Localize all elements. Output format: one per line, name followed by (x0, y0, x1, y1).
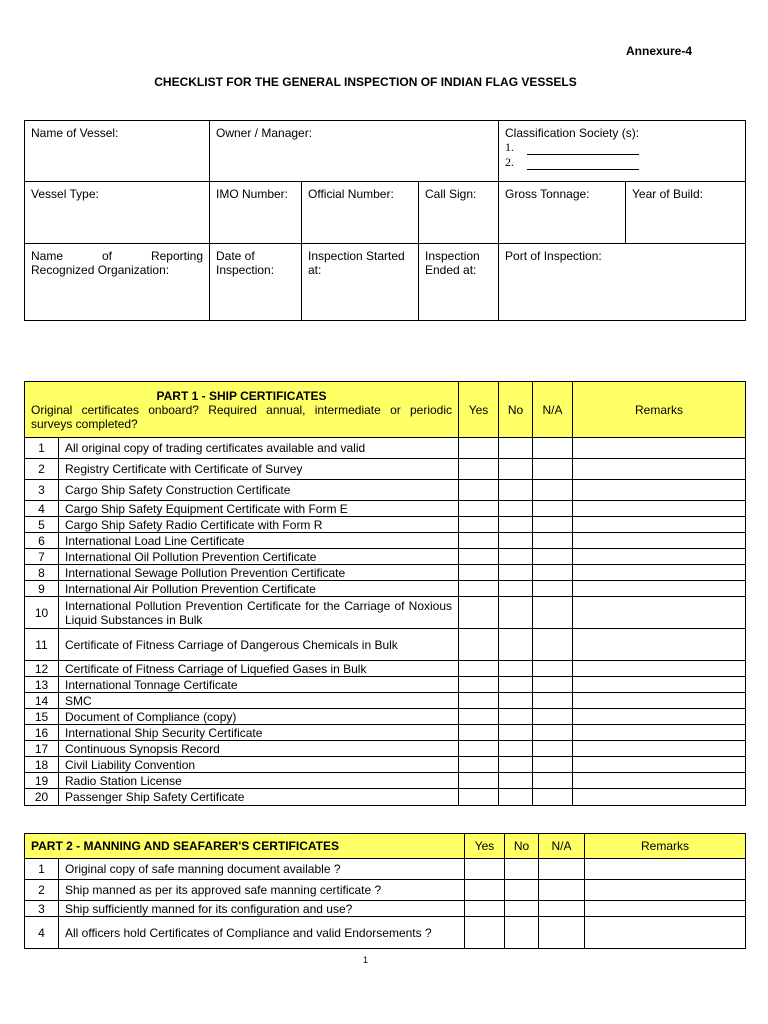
part2-col-remarks: Remarks (585, 834, 746, 859)
part1-na-cell[interactable] (533, 549, 573, 565)
part1-no-cell[interactable] (499, 693, 533, 709)
part1-no-cell[interactable] (499, 709, 533, 725)
part1-item-number: 9 (25, 581, 59, 597)
part2-header (25, 834, 465, 859)
part1-item-number: 1 (25, 438, 59, 459)
part1-na-cell[interactable] (533, 533, 573, 549)
part1-no-cell[interactable] (499, 597, 533, 629)
part2-row (25, 859, 746, 880)
part1-col-remarks: Remarks (573, 382, 746, 438)
part1-no-cell[interactable] (499, 549, 533, 565)
class-society-item-2: 2. (505, 155, 739, 170)
part1-item-number: 19 (25, 773, 59, 789)
part1-remarks-cell[interactable] (573, 757, 746, 773)
part1-no-cell[interactable] (499, 565, 533, 581)
part1-item-text: Cargo Ship Safety Construction Certificate (59, 480, 459, 501)
part1-yes-cell[interactable] (459, 629, 499, 661)
part2-na-cell[interactable] (539, 859, 585, 880)
part1-no-cell[interactable] (499, 773, 533, 789)
annexure-label: Annexure-4 (626, 44, 693, 58)
part2-yes-cell[interactable] (465, 859, 505, 880)
part2-no-cell[interactable] (505, 917, 539, 949)
part1-remarks-cell[interactable] (573, 629, 746, 661)
part1-item-text: International Tonnage Certificate (59, 677, 459, 693)
part2-row (25, 917, 746, 949)
part1-no-cell[interactable] (499, 501, 533, 517)
part2-item-text: Ship sufficiently manned for its configuration and use? (59, 901, 465, 917)
part1-row (25, 677, 746, 693)
part1-na-cell[interactable] (533, 773, 573, 789)
part1-na-cell[interactable] (533, 757, 573, 773)
part1-yes-cell[interactable] (459, 677, 499, 693)
port-of-inspection-field[interactable]: Port of Inspection: (499, 244, 746, 321)
owner-manager-field[interactable]: Owner / Manager: (210, 121, 499, 182)
inspection-started-field[interactable]: Inspection Started at: (302, 244, 419, 321)
part1-yes-cell[interactable] (459, 757, 499, 773)
call-sign-field[interactable]: Call Sign: (419, 182, 499, 244)
part1-remarks-cell[interactable] (573, 501, 746, 517)
part2-item-number: 1 (25, 859, 59, 880)
page-number: 1 (363, 955, 369, 965)
part1-item-number: 7 (25, 549, 59, 565)
part1-na-cell[interactable] (533, 459, 573, 480)
year-of-build-field[interactable]: Year of Build: (626, 182, 746, 244)
part2-col-no: No (505, 834, 539, 859)
part1-yes-cell[interactable] (459, 741, 499, 757)
part1-item-number: 11 (25, 629, 59, 661)
page-title: CHECKLIST FOR THE GENERAL INSPECTION OF INDIAN FLAG VESSELS (154, 75, 577, 89)
part1-yes-cell[interactable] (459, 459, 499, 480)
part1-remarks-cell[interactable] (573, 533, 746, 549)
part2-item-number: 3 (25, 901, 59, 917)
class-society-item-1: 1. (505, 140, 739, 155)
part2-remarks-cell[interactable] (585, 917, 746, 949)
part1-item-text: Registry Certificate with Certificate of Survey (59, 459, 459, 480)
part1-na-cell[interactable] (533, 480, 573, 501)
part2-no-cell[interactable] (505, 880, 539, 901)
part1-yes-cell[interactable] (459, 597, 499, 629)
part2-no-cell[interactable] (505, 901, 539, 917)
inspection-ended-field[interactable]: Inspection Ended at: (419, 244, 499, 321)
part1-item-number: 2 (25, 459, 59, 480)
part1-col-no: No (499, 382, 533, 438)
part1-item-text: Cargo Ship Safety Radio Certificate with Form R (59, 517, 459, 533)
part1-na-cell[interactable] (533, 709, 573, 725)
vessel-name-field[interactable]: Name of Vessel: (25, 121, 210, 182)
part1-item-number: 6 (25, 533, 59, 549)
part2-no-cell[interactable] (505, 859, 539, 880)
part1-row (25, 597, 746, 629)
part1-row (25, 693, 746, 709)
part1-no-cell[interactable] (499, 438, 533, 459)
part1-remarks-cell[interactable] (573, 480, 746, 501)
part1-remarks-cell[interactable] (573, 677, 746, 693)
part1-no-cell[interactable] (499, 629, 533, 661)
part1-remarks-cell[interactable] (573, 661, 746, 677)
part1-row (25, 549, 746, 565)
part1-subtitle: Original certificates onboard? Required annual, intermediate or periodic surveys completed? (31, 402, 453, 431)
part1-na-cell[interactable] (533, 517, 573, 533)
reporting-ro-label-line1: Name of Reporting (31, 249, 203, 263)
part1-no-cell[interactable] (499, 480, 533, 501)
part1-no-cell[interactable] (499, 661, 533, 677)
part1-row (25, 725, 746, 741)
part1-yes-cell[interactable] (459, 565, 499, 581)
part1-no-cell[interactable] (499, 757, 533, 773)
part1-row (25, 789, 746, 806)
part1-item-number: 15 (25, 709, 59, 725)
part2-na-cell[interactable] (539, 880, 585, 901)
part1-item-text: International Pollution Prevention Certificate for the Carriage of Noxious Liquid Substances in Bulk (59, 597, 459, 629)
part1-no-cell[interactable] (499, 459, 533, 480)
part1-row (25, 757, 746, 773)
part2-yes-cell[interactable] (465, 917, 505, 949)
part1-item-number: 20 (25, 789, 59, 806)
part2-remarks-cell[interactable] (585, 859, 746, 880)
part1-remarks-cell[interactable] (573, 741, 746, 757)
part2-item-number: 2 (25, 880, 59, 901)
part1-item-number: 12 (25, 661, 59, 677)
part1-yes-cell[interactable] (459, 533, 499, 549)
part2-remarks-cell[interactable] (585, 901, 746, 917)
reporting-ro-field[interactable] (25, 244, 210, 321)
part1-item-text: International Air Pollution Prevention Certificate (59, 581, 459, 597)
part1-no-cell[interactable] (499, 677, 533, 693)
part2-na-cell[interactable] (539, 917, 585, 949)
part2-yes-cell[interactable] (465, 880, 505, 901)
part1-yes-cell[interactable] (459, 693, 499, 709)
part1-na-cell[interactable] (533, 693, 573, 709)
part1-item-number: 17 (25, 741, 59, 757)
part1-col-yes: Yes (459, 382, 499, 438)
part1-na-cell[interactable] (533, 581, 573, 597)
part1-row (25, 581, 746, 597)
part1-yes-cell[interactable] (459, 773, 499, 789)
part1-item-text: International Oil Pollution Prevention Certificate (59, 549, 459, 565)
part1-yes-cell[interactable] (459, 709, 499, 725)
part1-na-cell[interactable] (533, 438, 573, 459)
part1-no-cell[interactable] (499, 789, 533, 806)
part1-remarks-cell[interactable] (573, 565, 746, 581)
part1-col-na: N/A (533, 382, 573, 438)
part1-row (25, 741, 746, 757)
part1-na-cell[interactable] (533, 741, 573, 757)
date-of-inspection-field[interactable]: Date of Inspection: (210, 244, 302, 321)
part1-row (25, 709, 746, 725)
official-number-field[interactable]: Official Number: (302, 182, 419, 244)
part1-item-text: International Sewage Pollution Prevention Certificate (59, 565, 459, 581)
part1-row (25, 565, 746, 581)
part1-item-text: International Ship Security Certificate (59, 725, 459, 741)
part1-table (24, 381, 746, 806)
part1-item-number: 18 (25, 757, 59, 773)
part1-remarks-cell[interactable] (573, 725, 746, 741)
part1-item-text: All original copy of trading certificates available and valid (59, 438, 459, 459)
part1-row (25, 501, 746, 517)
part1-no-cell[interactable] (499, 725, 533, 741)
part1-row (25, 533, 746, 549)
part1-item-number: 13 (25, 677, 59, 693)
part1-item-text: Cargo Ship Safety Equipment Certificate with Form E (59, 501, 459, 517)
vessel-type-field[interactable]: Vessel Type: (25, 182, 210, 244)
part1-item-text: Continuous Synopsis Record (59, 741, 459, 757)
part1-title: PART 1 - SHIP CERTIFICATES (156, 388, 327, 403)
part1-item-text: Radio Station License (59, 773, 459, 789)
part1-item-text: Certificate of Fitness Carriage of Liquefied Gases in Bulk (59, 661, 459, 677)
part1-no-cell[interactable] (499, 741, 533, 757)
part1-remarks-cell[interactable] (573, 789, 746, 806)
part1-yes-cell[interactable] (459, 517, 499, 533)
part2-item-text: Original copy of safe manning document available ? (59, 859, 465, 880)
part1-row (25, 459, 746, 480)
imo-number-field[interactable]: IMO Number: (210, 182, 302, 244)
part1-remarks-cell[interactable] (573, 459, 746, 480)
part1-na-cell[interactable] (533, 501, 573, 517)
part1-na-cell[interactable] (533, 597, 573, 629)
part1-yes-cell[interactable] (459, 480, 499, 501)
part1-remarks-cell[interactable] (573, 549, 746, 565)
part1-remarks-cell[interactable] (573, 773, 746, 789)
gross-tonnage-field[interactable]: Gross Tonnage: (499, 182, 626, 244)
part1-na-cell[interactable] (533, 629, 573, 661)
part1-row (25, 661, 746, 677)
part2-na-cell[interactable] (539, 901, 585, 917)
part1-item-number: 14 (25, 693, 59, 709)
part1-item-number: 10 (25, 597, 59, 629)
part1-item-number: 16 (25, 725, 59, 741)
classification-society-label: Classification Society (s): (505, 126, 640, 140)
part2-remarks-cell[interactable] (585, 880, 746, 901)
part1-item-text: International Load Line Certificate (59, 533, 459, 549)
part1-item-text: SMC (59, 693, 459, 709)
part1-yes-cell[interactable] (459, 789, 499, 806)
part2-col-yes: Yes (465, 834, 505, 859)
part1-row (25, 773, 746, 789)
part1-yes-cell[interactable] (459, 661, 499, 677)
part1-remarks-cell[interactable] (573, 693, 746, 709)
part2-item-text: All officers hold Certificates of Compliance and valid Endorsements ? (59, 917, 465, 949)
part1-yes-cell[interactable] (459, 438, 499, 459)
part2-row (25, 880, 746, 901)
part1-remarks-cell[interactable] (573, 597, 746, 629)
part2-title: PART 2 - MANNING AND SEAFARER'S CERTIFICATES (31, 839, 339, 853)
part2-item-number: 4 (25, 917, 59, 949)
part1-item-number: 4 (25, 501, 59, 517)
part1-na-cell[interactable] (533, 661, 573, 677)
part1-no-cell[interactable] (499, 533, 533, 549)
part1-no-cell[interactable] (499, 581, 533, 597)
part1-yes-cell[interactable] (459, 501, 499, 517)
part1-item-number: 5 (25, 517, 59, 533)
part1-yes-cell[interactable] (459, 549, 499, 565)
part2-yes-cell[interactable] (465, 901, 505, 917)
classification-society-field[interactable] (499, 121, 746, 182)
part1-na-cell[interactable] (533, 725, 573, 741)
part1-na-cell[interactable] (533, 789, 573, 806)
part1-item-number: 8 (25, 565, 59, 581)
part1-item-text: Passenger Ship Safety Certificate (59, 789, 459, 806)
part1-item-text: Certificate of Fitness Carriage of Dangerous Chemicals in Bulk (59, 629, 459, 661)
reporting-ro-label-line2: Recognized Organization: (31, 263, 170, 277)
part1-yes-cell[interactable] (459, 581, 499, 597)
part1-row (25, 629, 746, 661)
part2-row (25, 901, 746, 917)
vessel-info-table (24, 120, 746, 321)
part1-item-number: 3 (25, 480, 59, 501)
part1-item-text: Document of Compliance (copy) (59, 709, 459, 725)
part1-na-cell[interactable] (533, 565, 573, 581)
part1-no-cell[interactable] (499, 517, 533, 533)
part1-remarks-cell[interactable] (573, 581, 746, 597)
part1-na-cell[interactable] (533, 677, 573, 693)
part1-row (25, 438, 746, 459)
part1-header (25, 382, 459, 438)
part1-remarks-cell[interactable] (573, 709, 746, 725)
part1-remarks-cell[interactable] (573, 438, 746, 459)
part2-table (24, 833, 746, 949)
part1-row (25, 517, 746, 533)
part1-item-text: Civil Liability Convention (59, 757, 459, 773)
part2-item-text: Ship manned as per its approved safe manning certificate ? (59, 880, 465, 901)
part1-yes-cell[interactable] (459, 725, 499, 741)
part2-col-na: N/A (539, 834, 585, 859)
part1-remarks-cell[interactable] (573, 517, 746, 533)
part1-row (25, 480, 746, 501)
